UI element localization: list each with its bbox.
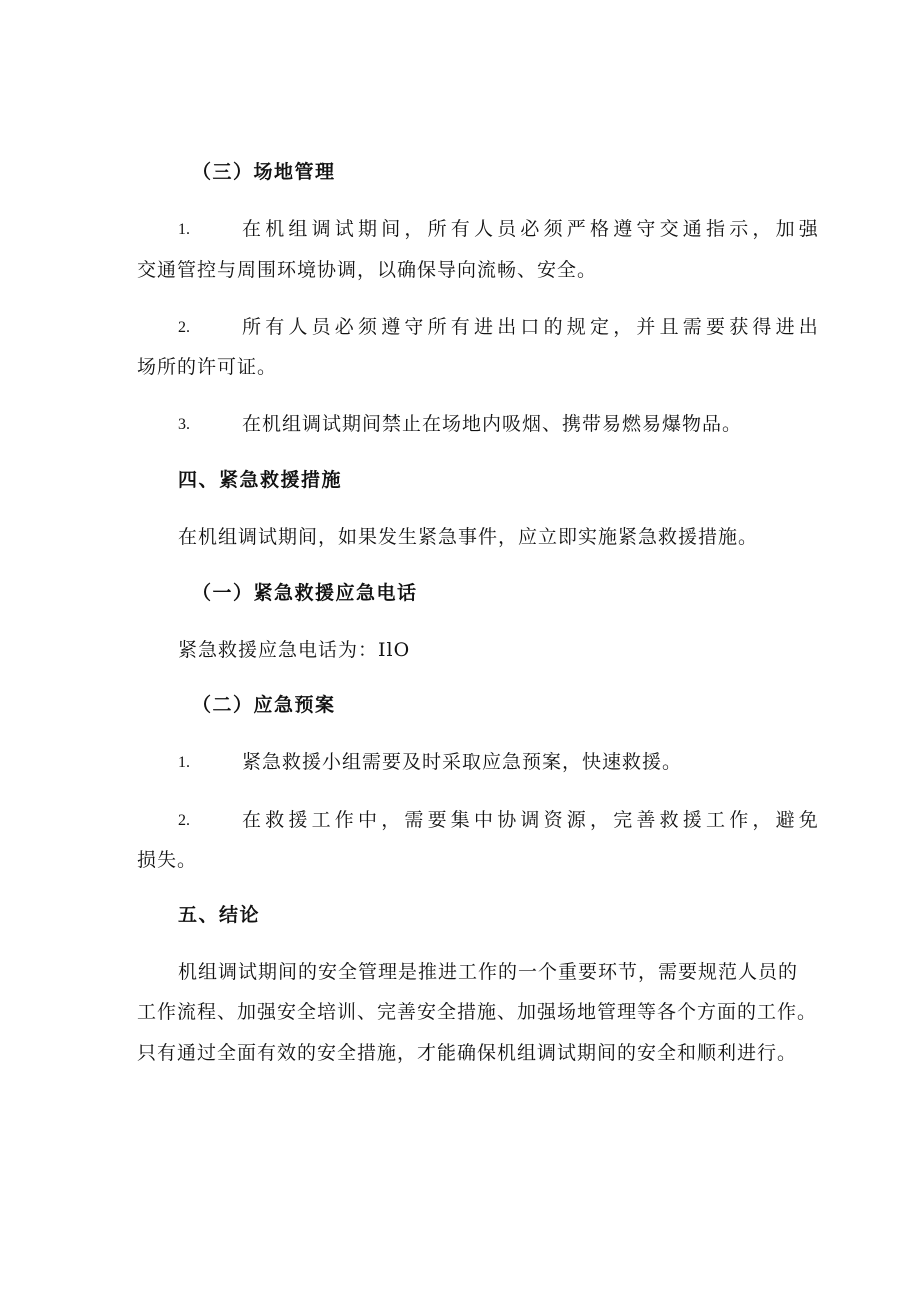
list-item-text: 所有人员必须遵守所有进出口的规定，并且需要获得进出 bbox=[242, 316, 823, 338]
subsection-heading-emergency-plan: （二）应急预案 bbox=[192, 694, 336, 716]
list-item-text: 在救援工作中，需要集中协调资源，完善救援工作，避免 bbox=[242, 809, 823, 831]
section-heading-site-management: （三）场地管理 bbox=[192, 161, 336, 183]
conclusion-paragraph-line: 机组调试期间的安全管理是推进工作的一个重要环节，需要规范人员的 bbox=[178, 961, 799, 983]
list-item-number: 3. bbox=[178, 416, 190, 433]
conclusion-paragraph-line: 只有通过全面有效的安全措施，才能确保机组调试期间的安全和顺利进行。 bbox=[137, 1042, 798, 1064]
section-heading-emergency-rescue: 四、紧急救援措施 bbox=[178, 469, 343, 491]
paragraph-intro: 在机组调试期间，如果发生紧急事件，应立即实施紧急救援措施。 bbox=[178, 526, 759, 548]
conclusion-paragraph-line: 工作流程、加强安全培训、完善安全措施、加强场地管理等各个方面的工作。 bbox=[137, 1001, 818, 1023]
emergency-phone-text: 紧急救援应急电话为：IlO bbox=[178, 639, 411, 661]
section-heading-conclusion: 五、结论 bbox=[178, 904, 261, 926]
list-item-text: 紧急救援小组需要及时采取应急预案，快速救援。 bbox=[242, 751, 683, 773]
list-item-number: 2. bbox=[178, 812, 190, 829]
list-item-text: 在机组调试期间，所有人员必须严格遵守交通指示，加强 bbox=[242, 218, 823, 240]
list-item-text: 在机组调试期间禁止在场地内吸烟、携带易燃易爆物品。 bbox=[242, 413, 743, 435]
subsection-heading-emergency-phone: （一）紧急救援应急电话 bbox=[192, 582, 418, 604]
list-item-text-continued: 损失。 bbox=[137, 849, 198, 871]
list-item-number: 1. bbox=[178, 221, 190, 238]
list-item-text-continued: 场所的许可证。 bbox=[137, 356, 278, 378]
list-item-number: 2. bbox=[178, 319, 190, 336]
list-item-number: 1. bbox=[178, 754, 190, 771]
list-item-text-continued: 交通管控与周围环境协调，以确保导向流畅、安全。 bbox=[137, 259, 598, 281]
